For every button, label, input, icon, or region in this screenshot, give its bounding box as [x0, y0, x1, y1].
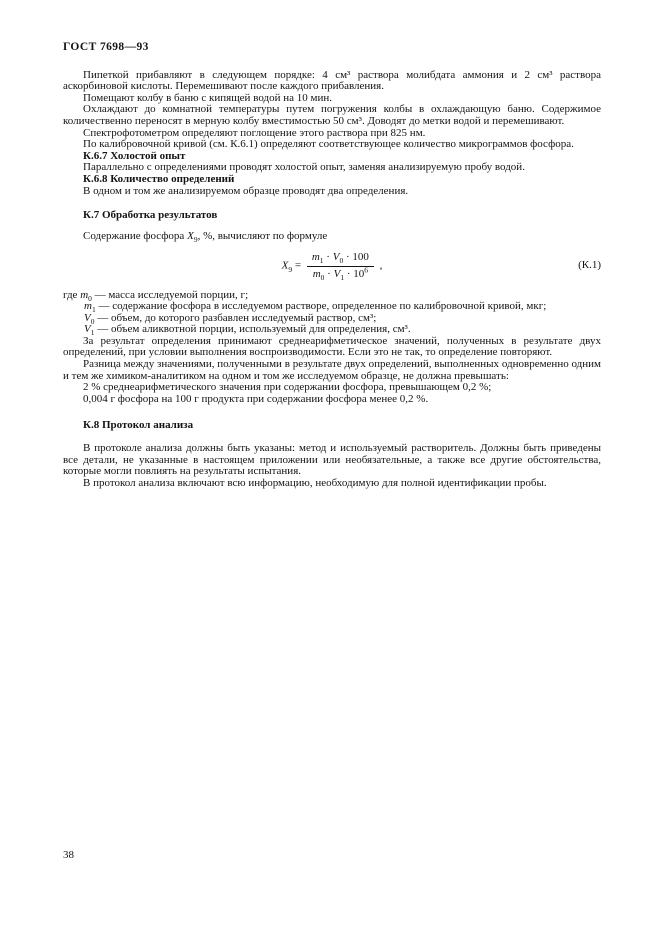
heading-k7: К.7 Обработка результатов: [83, 209, 218, 222]
denominator-dot: ·: [324, 267, 334, 280]
paragraph-limit-0004: 0,004 г фосфора на 100 г продукта при содержании фосфора менее 0,2 %.: [83, 392, 429, 405]
where-list: [63, 290, 601, 336]
formula-lhs-subscript: 9: [288, 265, 293, 275]
heading-k8: К.8 Протокол анализа: [83, 419, 194, 432]
formula-intro: [63, 231, 601, 243]
denominator-subscript-1: 0: [320, 273, 325, 283]
where-variable: V: [84, 323, 91, 336]
heading-k6-7: К.6.7 Холостой опыт: [83, 149, 186, 162]
formula-denominator: [307, 267, 374, 281]
where-variable-subscript: 0: [90, 316, 95, 326]
where-variable-subscript: 0: [88, 293, 92, 303]
where-variable: V: [84, 311, 91, 324]
numerator-subscript-1: 1: [319, 256, 324, 266]
numerator-dot: ·: [323, 251, 333, 264]
heading-k6-8: К.6.8 Количество определений: [83, 172, 235, 185]
where-variable: m: [80, 288, 89, 301]
formula-comma: ,: [376, 259, 383, 272]
doc-title: ГОСТ 7698—93: [63, 41, 149, 53]
formula-intro-variable-subscript: 9: [193, 234, 198, 244]
page-number: 38: [63, 849, 74, 861]
denominator-exponent: 6: [364, 265, 368, 275]
paragraph-calibration-curve: По калибровочной кривой (см. К.6.1) определяют соответствующее количество микрограммов фосфора.: [83, 138, 574, 151]
numerator-variable-2: V: [332, 251, 340, 264]
page-content: [63, 42, 601, 489]
formula-lhs-variable: X: [281, 259, 289, 272]
formula-intro-suffix: , %, вычисляют по формуле: [197, 229, 328, 242]
where-prefix: где: [63, 288, 81, 301]
paragraph-report-contents: В протоколе анализа должны быть указаны: метод и используемый растворитель. Должны быть приведены все детали, не указанные в настоящем приложении или необязательные, а также все другие обстоятельства, которые могли повлиять на результаты испытания.: [63, 442, 601, 478]
paragraph-flask-bath: Помещают колбу в баню с кипящей водой на 10 мин.: [83, 91, 332, 104]
where-definition: — объем аликвотной порции, используемый для определения, см³.: [94, 323, 411, 336]
where-variable-subscript: 1: [91, 305, 96, 315]
where-definition: — масса исследуемой порции, г;: [91, 288, 249, 301]
paragraph-limit-2-percent: 2 % среднеарифметического значения при содержании фосфора, превышающем 0,2 %;: [83, 381, 492, 394]
paragraph-cooling: Охлаждают до комнатной температуры путем погружения колбы в охлаждающую баню. Содержимое количественно переносят в мерную колбу вместимостью 50 см³. Доводят до метки водой и перемешивают.: [63, 103, 601, 127]
denominator-constant: · 10: [344, 267, 365, 280]
denominator-variable-1: m: [312, 267, 321, 280]
paragraph-report-identification: В протокол анализа включают всю информацию, необходимую для полной идентификации пробы.: [83, 476, 547, 489]
paragraph-pipette: Пипеткой прибавляют в следующем порядке: 4 см³ раствора молибдата аммония и 2 см³ раствора аскорбиновой кислоты. Перемешивают после каждого прибавления.: [63, 68, 601, 93]
paragraph-result-mean: За результат определения принимают среднеарифметическое значений, полученных в результате двух определений, при условии выполнения воспроизводимости. Если это не так, то определение повторяют.: [63, 334, 601, 359]
numerator-constant: · 100: [343, 251, 369, 264]
denominator-subscript-2: 1: [340, 273, 345, 283]
formula-number: (К.1): [578, 259, 601, 272]
formula-intro-variable: X: [187, 229, 194, 242]
where-variable-subscript: 1: [90, 328, 95, 338]
formula-k1: [63, 251, 601, 283]
paragraph-spectrophotometer: Спектрофотометром определяют поглощение этого раствора при 825 нм.: [83, 126, 426, 139]
formula-expression: [281, 251, 383, 283]
where-variable: m: [84, 300, 92, 313]
numerator-subscript-2: 0: [339, 256, 344, 266]
where-definition: — объем, до которого разбавлен исследуемый раствор, см³;: [94, 311, 377, 324]
paragraph-blank-test: Параллельно с определениями проводят холостой опыт, заменяя анализируемую пробу водой.: [83, 161, 525, 174]
formula-equals: =: [292, 259, 304, 272]
formula-fraction: [307, 251, 374, 283]
where-definition: — содержание фосфора в исследуемом растворе, определенное по калибровочной кривой, мкг;: [95, 300, 547, 313]
paragraph-determinations-count: В одном и том же анализируемом образце проводят два определения.: [83, 184, 409, 197]
denominator-variable-2: V: [333, 267, 341, 280]
formula-intro-prefix: Содержание фосфора: [83, 229, 188, 242]
numerator-variable-1: m: [311, 251, 320, 264]
paragraph-difference-limit: Разница между значениями, полученными в результате двух определений, выполненных одновременно одним и тем же химиком-аналитиком на одном и том же исследуемом образце, не должна превышать:: [63, 358, 601, 382]
